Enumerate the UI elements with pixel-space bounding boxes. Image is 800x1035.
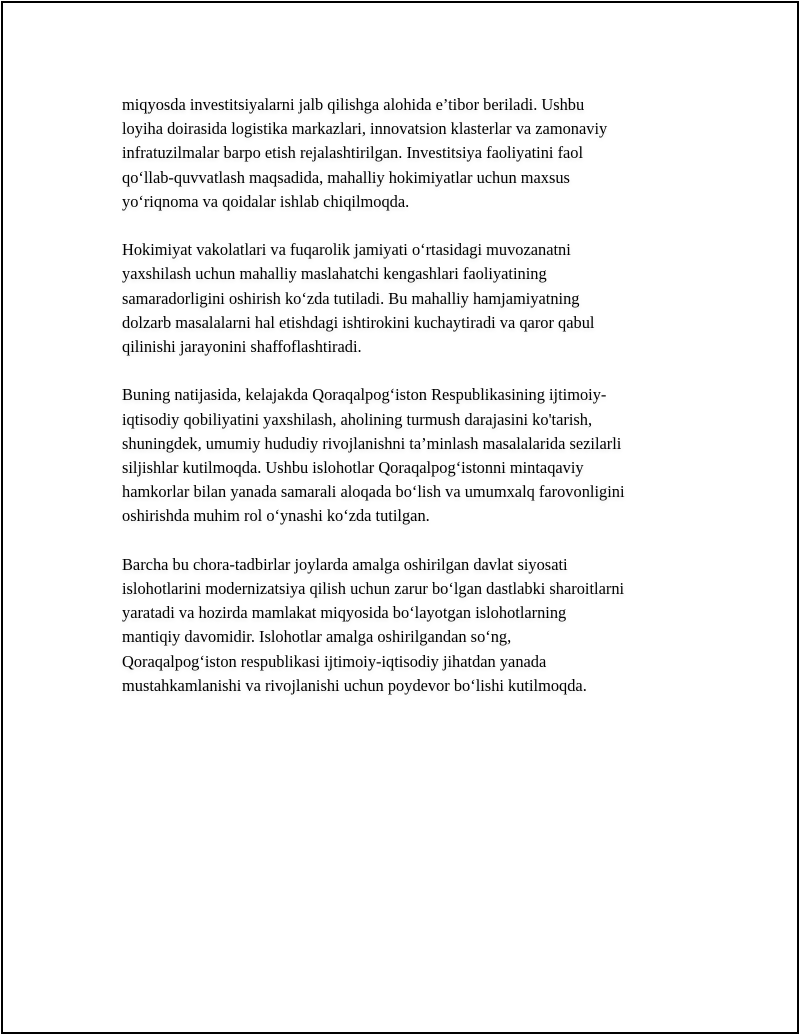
paragraph-investment bbox=[122, 93, 702, 214]
text-line: Barcha bu chora-tadbirlar joylarda amalga oshirilgan davlat siyosati bbox=[122, 554, 568, 574]
text-line: dolzarb masalalarni hal etishdagi ishtirokini kuchaytiradi va qaror qabul bbox=[122, 312, 595, 332]
paragraph-governance bbox=[122, 238, 702, 359]
paragraph-conclusion bbox=[122, 553, 702, 698]
text-line: yo‘riqnoma va qoidalar ishlab chiqilmoqda. bbox=[122, 191, 410, 211]
text-line: oshirishda muhim rol o‘ynashi ko‘zda tutilgan. bbox=[122, 506, 430, 526]
text-line: yaxshilash uchun mahalliy maslahatchi kengashlari faoliyatining bbox=[122, 264, 547, 284]
text-line: islohotlarini modernizatsiya qilish uchun zarur bo‘lgan dastlabki sharoitlarni bbox=[122, 579, 625, 599]
text-line: iqtisodiy qobiliyatini yaxshilash, aholining turmush darajasini ko'tarish, bbox=[122, 409, 593, 429]
text-line: Qoraqalpog‘iston respublikasi ijtimoiy-iqtisodiy jihatdan yanada bbox=[122, 651, 547, 671]
text-line: yaratadi va hozirda mamlakat miqyosida bo‘layotgan islohotlarning bbox=[122, 603, 567, 623]
text-line: hamkorlar bilan yanada samarali aloqada bo‘lish va umumxalq farovonligini bbox=[122, 482, 625, 502]
text-line: infratuzilmalar barpo etish rejalashtirilgan. Investitsiya faoliyatini faol bbox=[122, 143, 584, 163]
text-line: miqyosda investitsiyalarni jalb qilishga alohida e’tibor beriladi. Ushbu bbox=[122, 95, 585, 114]
text-line: mustahkamlanishi va rivojlanishi uchun poydevor bo‘lishi kutilmoqda. bbox=[122, 675, 587, 695]
text-line: siljishlar kutilmoqda. Ushbu islohotlar Qoraqalpog‘istonni mintaqaviy bbox=[122, 458, 584, 478]
text-line: qilinishi jarayonini shaffoflashtiradi. bbox=[122, 337, 362, 357]
text-line: shuningdek, umumiy hududiy rivojlanishni ta’minlash masalalarida sezilarli bbox=[122, 433, 622, 453]
text-line: samaradorligini oshirish ko‘zda tutiladi. Bu mahalliy hamjamiyatning bbox=[122, 288, 580, 308]
text-line: loyiha doirasida logistika markazlari, innovatsion klasterlar va zamonaviy bbox=[122, 119, 608, 139]
paragraph-outcomes bbox=[122, 383, 702, 528]
document-page bbox=[1, 1, 799, 1034]
document-body bbox=[122, 93, 702, 722]
text-line: Buning natijasida, kelajakda Qoraqalpog‘iston Respublikasining ijtimoiy- bbox=[122, 385, 607, 405]
text-line: Hokimiyat vakolatlari va fuqarolik jamiyati o‘rtasidagi muvozanatni bbox=[122, 240, 571, 260]
text-line: mantiqiy davomidir. Islohotlar amalga oshirilgandan so‘ng, bbox=[122, 627, 512, 647]
text-line: qo‘llab-quvvatlash maqsadida, mahalliy hokimiyatlar uchun maxsus bbox=[122, 167, 570, 187]
